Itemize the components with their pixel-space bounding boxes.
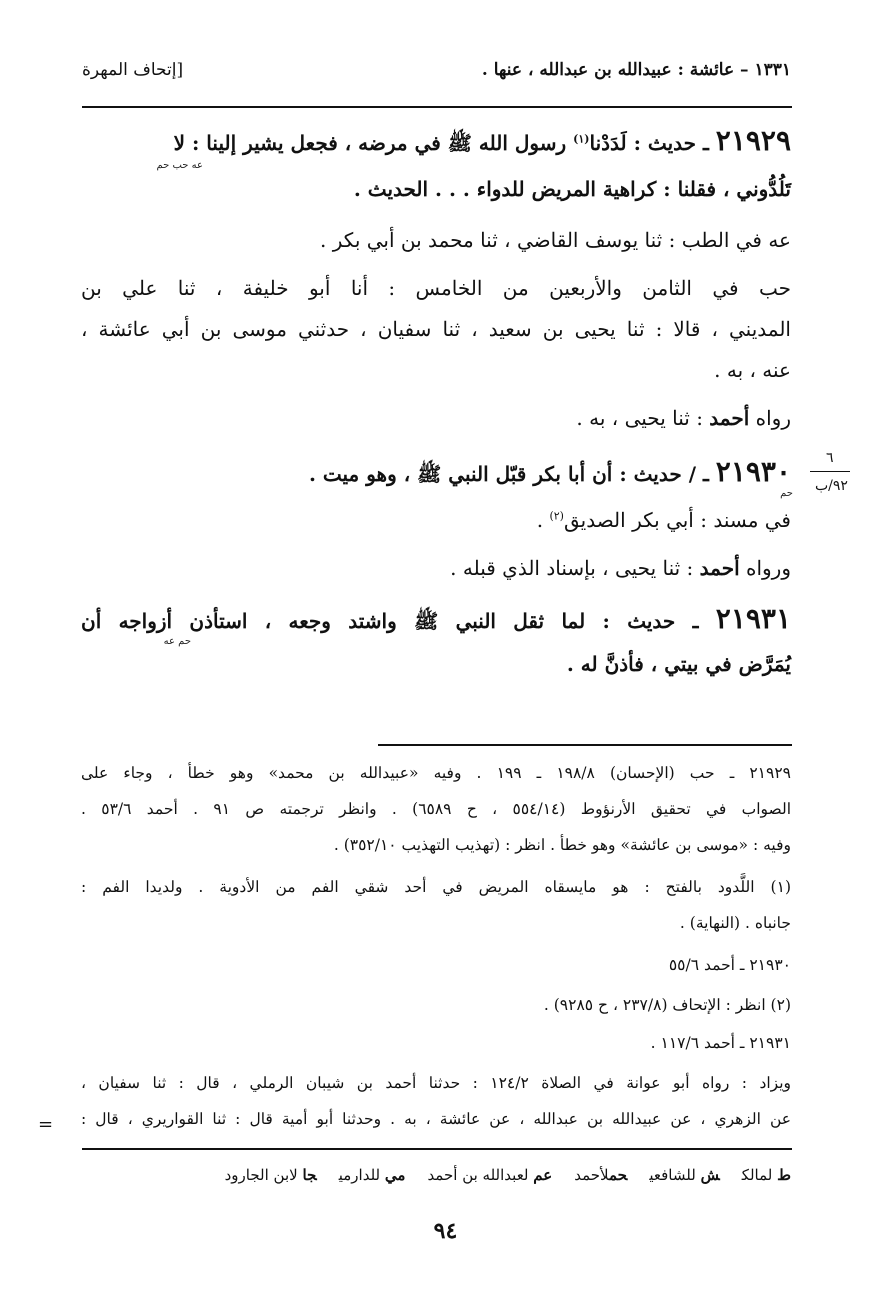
ahmad-line: رواه أحمد : ثنا يحيى ، به . <box>576 406 791 430</box>
footnote-line: (١) اللَّدود بالفتح : هو مايسقاه المريض في أحد شقي الفم من الأدوية . ولديدا الفم : <box>81 878 791 896</box>
legend-code: عم <box>533 1166 553 1184</box>
legend-entry <box>427 1166 552 1184</box>
isnad-line: حب في الثامن والأربعين من الخامس : أنا أبو خليفة ، ثنا علي بن <box>81 276 791 300</box>
margin-divider <box>810 471 850 472</box>
margin-volume: ٦ <box>826 450 834 466</box>
legend-label: لابن الجارود <box>224 1166 303 1184</box>
musnad-line: في مسند : أبي بكر الصديق$^{(٢)}$ . <box>536 508 791 532</box>
ahmad-line: ورواه أحمد : ثنا يحيى ، بإسناد الذي قبله . <box>450 556 791 580</box>
legend-code: حم <box>609 1166 628 1184</box>
hadith-number: ٢١٩٣١ <box>715 602 791 635</box>
hadith-21931-line1: ٢١٩٣١ ـ حديث : لما ثقل النبي ﷺ واشتد وجعه ، استأذن أزواجه أن <box>81 602 791 635</box>
legend-code: مي <box>384 1166 406 1184</box>
sigla-label: حم عه <box>163 636 191 647</box>
legend-label: لأحمد <box>574 1166 609 1184</box>
footnote-ref[interactable]: (٢) <box>549 509 564 523</box>
legend-code: ط <box>777 1166 791 1184</box>
book-title: [إتحاف المهرة <box>82 60 184 80</box>
footnote-line: (٢) انظر : الإتحاف (٢٣٧/٨ ، ح ٩٢٨٥) . <box>543 996 791 1014</box>
header-rule <box>82 106 792 108</box>
continuation-mark: = <box>38 1114 54 1135</box>
margin-folio: ٩٢/ب <box>815 478 848 494</box>
sigla-label: عه حب حم <box>156 160 203 171</box>
isnad-line: عنه ، به . <box>714 358 791 382</box>
footnote-line: ٢١٩٣٠ ـ أحمد ٥٥/٦ <box>668 956 791 974</box>
legend-entry <box>649 1166 719 1184</box>
legend-label: لمالك <box>741 1166 778 1184</box>
legend-label: للشافعي <box>649 1166 701 1184</box>
legend-entry <box>339 1166 406 1184</box>
legend-code: جا <box>302 1166 317 1184</box>
hadith-21929-line2: تَلُدُّوني ، فقلنا : كراهية المريض للدواء . . . الحديث . <box>353 177 791 201</box>
isnad-line: المديني ، قالا : ثنا يحيى بن سعيد ، ثنا سفيان ، حدثني موسى بن أبي عائشة ، <box>81 317 791 341</box>
abbreviations-legend <box>81 1166 791 1184</box>
page-number: ٩٤ <box>433 1218 458 1244</box>
legend-entry <box>225 1166 317 1184</box>
footnote-line: الصواب في تحقيق الأرنؤوط (٥٥٤/١٤ ، ح ٦٥٨٩) . وانظر ترجمته ص ٩١ . أحمد ٥٣/٦ . <box>81 800 792 818</box>
footnote-line: ويزاد : رواه أبو عوانة في الصلاة ١٢٤/٢ : حدثنا أحمد بن شيبان الرملي ، قال : ثنا سفيان ، <box>81 1074 792 1092</box>
hadith-number: ٢١٩٢٩ <box>715 124 791 157</box>
isnad-line: عه في الطب : ثنا يوسف القاضي ، ثنا محمد بن أبي بكر . <box>320 228 791 252</box>
hadith-21929-line1: ٢١٩٢٩ ـ حديث : لَدَدْنا$^{(١)}$ رسول الله ﷺ في مرضه ، فجعل يشير إلينا : لا <box>173 124 791 157</box>
legend-code: ش <box>700 1166 720 1184</box>
footnote-line: ٢١٩٢٩ ـ حب (الإحسان) ١٩٨/٨ ـ ١٩٩ . وفيه «عبيدالله بن محمد» وهو خطأ ، وجاء على <box>81 764 791 782</box>
footnote-line: ٢١٩٣١ ـ أحمد ١١٧/٦ . <box>650 1034 791 1052</box>
footnote-ref[interactable]: (١) <box>573 132 590 146</box>
legend-rule <box>82 1148 792 1150</box>
footnote-line: عن الزهري ، عن عبيدالله بن عبدالله ، عن عائشة ، به . وحدثنا أبو أمية قال : ثنا القواريري ، قال : <box>81 1110 791 1128</box>
footnote-line: جانباه . (النهاية) . <box>679 914 791 932</box>
legend-entry <box>742 1166 791 1184</box>
footnote-line: وفيه : «موسى بن عائشة» وهو خطأ . انظر : (تهذيب التهذيب ٣٥٢/١٠) . <box>333 836 791 854</box>
hadith-number: ٢١٩٣٠ <box>715 455 791 488</box>
legend-label: للدارمي <box>338 1166 385 1184</box>
legend-label: لعبدالله بن أحمد <box>427 1166 534 1184</box>
chapter-heading: ١٣٣١ – عائشة : عبيدالله بن عبدالله ، عنها . <box>481 60 791 80</box>
legend-entry <box>574 1166 627 1184</box>
hadith-21930-line: ٢١٩٣٠ ـ / حديث : أن أبا بكر قبّل النبي ﷺ ، وهو ميت . <box>308 455 791 488</box>
sigla-label: حم <box>780 488 793 499</box>
footnote-rule <box>378 744 792 746</box>
hadith-21931-line2: يُمَرَّض في بيتي ، فأذنَّ له . <box>566 652 791 676</box>
